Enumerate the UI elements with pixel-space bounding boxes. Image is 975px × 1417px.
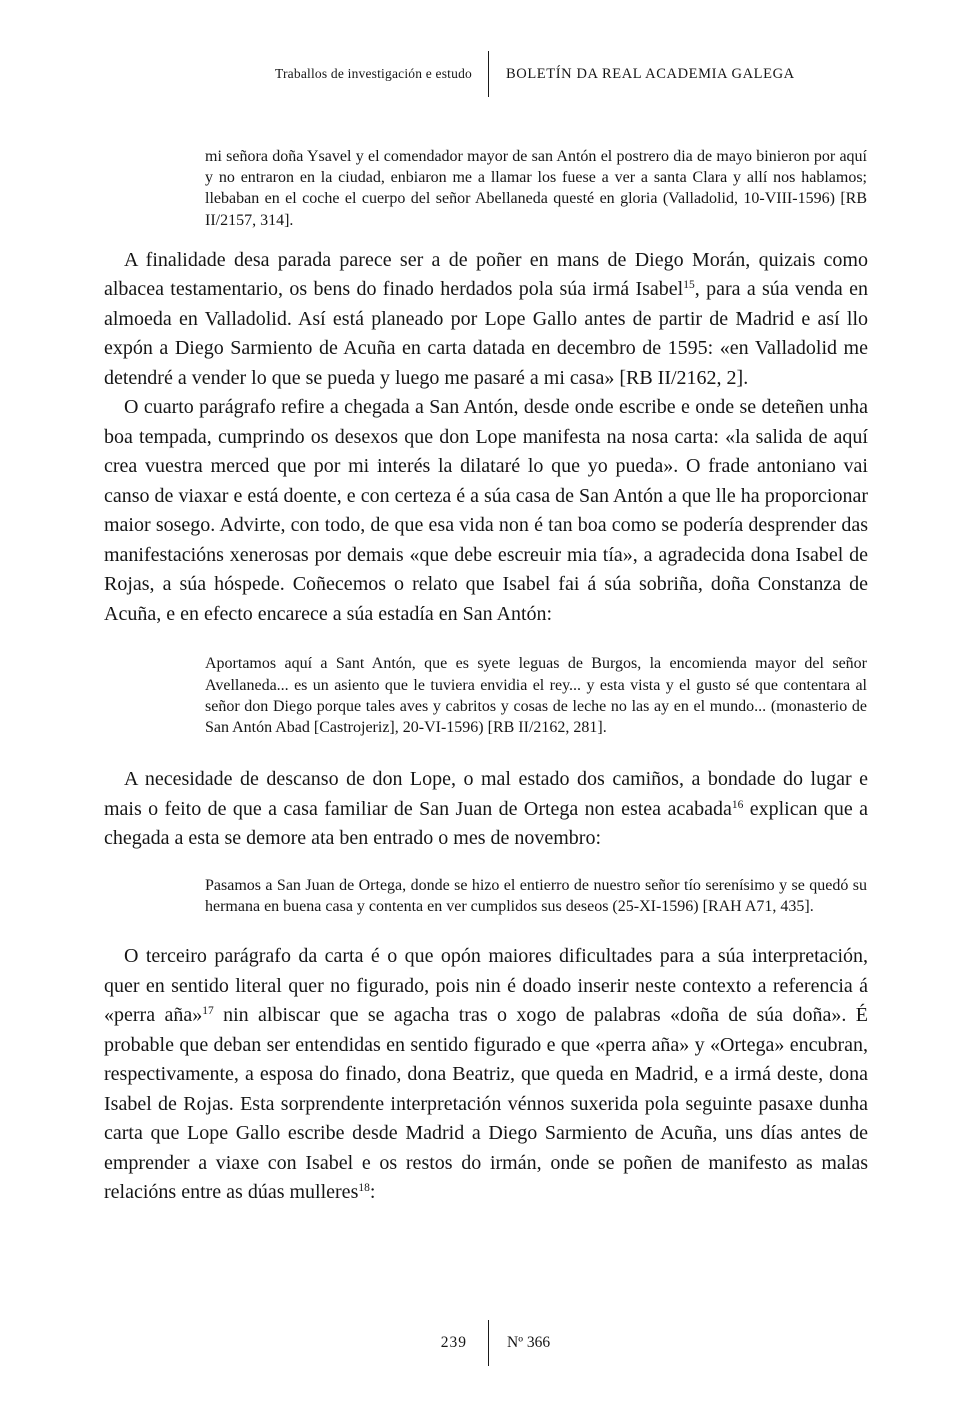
issue-number: Nº 366: [507, 1334, 551, 1351]
paragraph-4: [104, 942, 868, 1208]
section-title: Traballos de investigación e estudo: [275, 66, 472, 81]
journal-title: BOLETÍN DA REAL ACADEMIA GALEGA: [506, 65, 795, 82]
paragraph-text: :: [369, 1181, 376, 1204]
page-body: [104, 146, 868, 1208]
paragraph-text: O terceiro parágrafo da carta é o que opón maiores dificultades para a súa interpretación, quer en sentido literal quer no figurado, pois nin é doado inserir neste contexto a referencia á «perra aña»: [104, 945, 868, 1027]
paragraph-2: O cuarto parágrafo refire a chegada a San Antón, desde onde escribe e onde se deteñen unha boa tempada, cumprindo os desexos que don Lope manifesta na nosa carta: «la salida de aquí crea vuestra merced que por mi interés la dilataré lo que yo pueda». O frade antoniano vai canso de viaxar e está doente, e con certeza é a súa casa de San Antón a que lle ha proporcionar maior sosego. Advirte, con todo, de que esa vida non é tan boa como se podería desprender das manifestacións xenerosas por demais «que debe escreuir mia tía», a agradecida dona Isabel de Rojas, a súa hóspede. Coñecemos o relato que Isabel fai á súa sobriña, doña Constanza de Acuña, e en efecto encarece a súa estadía en San Antón:: [104, 396, 868, 625]
paragraph-3: [104, 765, 868, 854]
paragraph-text: , para a súa venda en almoeda en Valladolid. Así está planeado por Lope Gallo antes de partir de Madrid e así llo expón a Diego Sarmiento de Acuña en carta datada en decembro de 1595: «en Valladolid me detendré a vender lo que se pueda y luego me pasaré a mi casa» [RB II/2162, 2].: [104, 278, 868, 389]
paragraph-text: explican que a chegada a esta se demore ata ben entrado o mes de novembro:: [104, 797, 869, 850]
letter-quote-3: Pasamos a San Juan de Ortega, donde se hizo el entierro de nuestro señor tío serenísimo y se quedó su hermana en buena casa y contenta en ver cumplidos sus deseos (25-XI-1596) [RAH A71, 435].: [205, 876, 867, 915]
paragraph-text: nin albiscar que se agacha tras o xogo de palabras «doña de súa doña». É probable que deban ser entendidas en sentido figurado e que «perra aña» y «Ortega» encubran, respectivamente, a esposa do finado, dona Beatriz, que queda en Madrid, e a irmá deste, dona Isabel de Rojas. Esta sorprendente interpretación vénnos suxerida pola seguinte pasaxe dunha carta que Lope Gallo escribe desde Madrid a Diego Sarmiento de Acuña, uns días antes de emprender a viaxe con Isabel e os restos do irmán, onde se poñen de manifesto as malas relacións entre as dúas mulleres: [104, 1004, 868, 1204]
paragraph-text: A necesidade de descanso de don Lope, o mal estado dos camiños, a bondade do lugar e mais o feito de que a casa familiar de San Juan de Ortega non estea acabada: [104, 768, 868, 820]
page-footer: [0, 1318, 975, 1368]
page-number: 239: [440, 1334, 467, 1351]
letter-quote-1: mi señora doña Ysavel y el comendador mayor de san Antón el postrero dia de mayo binieron por aquí y no entraron en la ciudad, enbiaron me a llamar los fuese a ver a santa Clara y allí nos hablamos; llebaban en el coche el cuerpo del señor Abellaneda questé en gloria (Valladolid, 10-VIII-1596) [RB II/2157, 314].: [205, 148, 867, 229]
paragraph-1: [104, 246, 868, 394]
footnote-ref-17: 17: [202, 1005, 214, 1018]
paragraph-text: A finalidade desa parada parece ser a de poñer en mans de Diego Morán, quizais como albacea testamentario, os bens do finado herdados pola súa irmá Isabel: [104, 248, 868, 301]
footnote-ref-16: 16: [731, 798, 744, 811]
running-head: [0, 50, 975, 98]
footnote-ref-18: 18: [358, 1182, 370, 1195]
footnote-ref-15: 15: [683, 279, 695, 292]
letter-quote-2: Aportamos aquí a Sant Antón, que es syete leguas de Burgos, la encomienda mayor del señor Avellaneda... es un asiento que le tuviera envidia el rey... y esta vista y el gusto sé que contentara al señor don Diego porque tales aves y cabritos y cosas de leche no las ay en el mundo... (monasterio de San Antón Abad [Castrojeriz], 20-VI-1596) [RB II/2162, 281].: [205, 655, 867, 736]
